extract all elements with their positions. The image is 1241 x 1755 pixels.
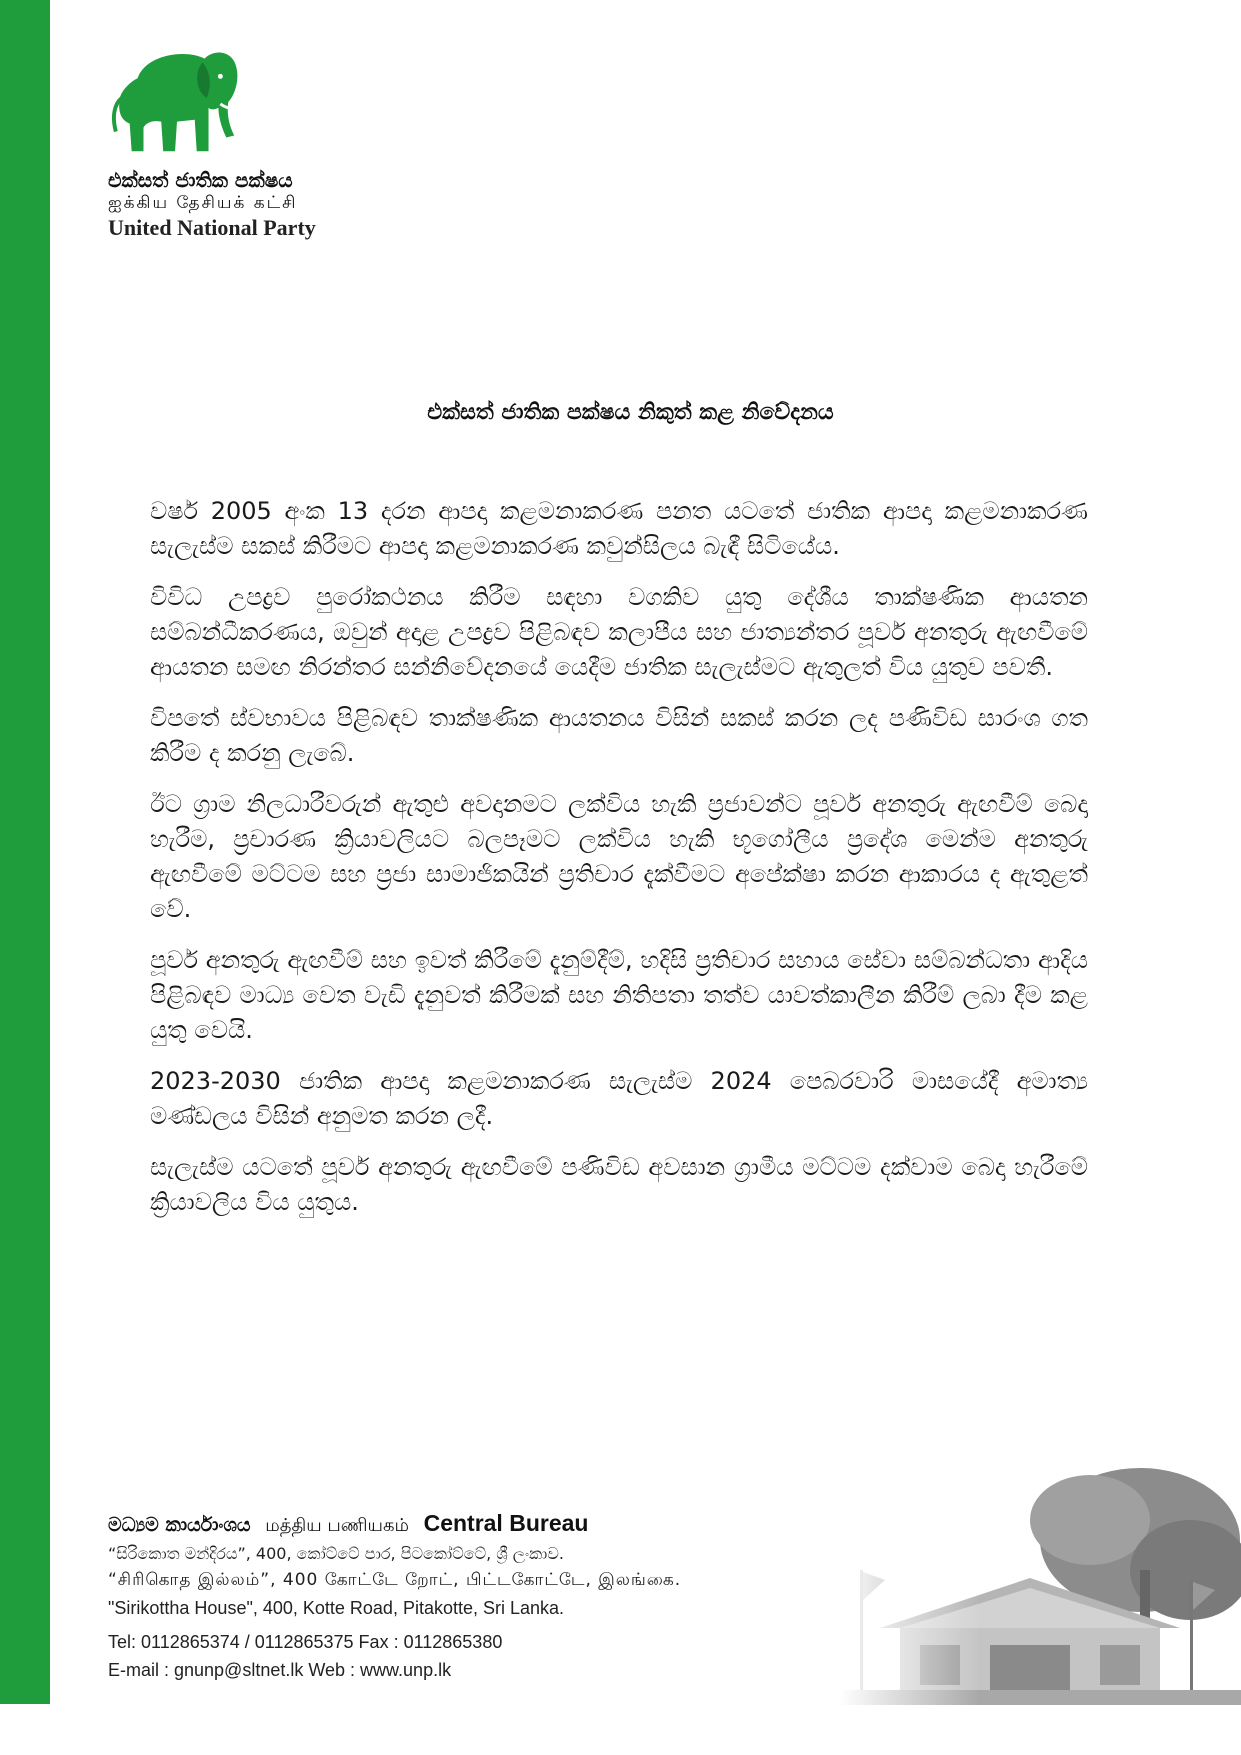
headquarters-building-photo (840, 1460, 1241, 1705)
brand-sidebar-stripe (0, 0, 50, 1704)
bureau-english: Central Bureau (423, 1510, 589, 1536)
paragraph: වර්ෂ 2005 අංක 13 දරන ආපදා කළමනාකරණ පනත යටතේ ජාතික ආපදා කළමනාකරණ සැලැස්ම සකස් කිරීමට ආපදා කළමනාකරණ කවුන්සිලය බැඳී සිටියේය. (150, 497, 1088, 560)
party-name-sinhala: එක්සත් ජාතික පක්ෂය (108, 168, 293, 192)
party-letterhead (108, 40, 368, 242)
paragraph: පූර්ව අනතුරු ඇඟවීම් සහ ඉවත් කිරීමේ දැනුම්දීම්, හදිසි ප්‍රතිචාර සහාය සේවා සම්බන්ධතා ආදිය පිළිබඳව මාධ්‍ය වෙත වැඩි දැනුවත් කිරීමක් සහ නිතිපතා තත්ව යාවත්කාලීන කිරීම් ලබා දීම කළ යුතු වෙයි. (150, 946, 1088, 1044)
paragraph: 2023-2030 ජාතික ආපදා කළමනාකරණ සැලැස්ම 2024 පෙබරවාරි මාසයේදී අමාත්‍ය මණ්ඩලය විසින් අනුමත කරන ලදී. (150, 1067, 1088, 1130)
email-web: E-mail : gnunp@sltnet.lk Web : www.unp.lk (108, 1660, 452, 1681)
elephant-logo-icon (108, 40, 246, 158)
document-body (150, 494, 1088, 1236)
address-tamil: “சிரிகொத இல்லம்”, 400 கோட்டே றோட், பிட்டகோட்டே, இலங்கை. (108, 1569, 682, 1590)
central-bureau-heading (108, 1508, 868, 1539)
paragraph: විවිධ උපද්‍රව පුරෝකථනය කිරීම සඳහා වගකිව යුතු දේශීය තාක්ෂණික ආයතන සම්බන්ධීකරණය, ඔවුන් අදාළ උපද්‍රව පිළිබඳව කලාපීය සහ ජාත්‍යන්තර පූර්ව අනතුරු ඇඟවීමේ ආයතන සමඟ නිරන්තර සන්නිවේදනයේ යෙදීම ජාතික සැලැස්මට ඇතුලත් විය යුතුව පවතී. (150, 583, 1088, 681)
party-name-tamil: ஐக்கிய தேசியக் கட்சி (108, 193, 298, 213)
party-name-english: United National Party (108, 215, 316, 241)
paragraph: ඊට ග්‍රාම නිලධාරීවරුන් ඇතුළු අවදානමට ලක්විය හැකි ප්‍රජාවන්ට පූර්ව අනතුරු ඇඟවීම් බෙදා හැරීම, ප්‍රචාරණ ක්‍රියාවලියට බලපෑමට ලක්විය හැකි භූගෝලීය ප්‍රදේශ මෙන්ම අනතුරු ඇඟවීමේ මට්ටම සහ ප්‍රජා සාමාජිකයින් ප්‍රතිචාර දැක්වීමට අපේක්ෂා කරන ආකාරය ද ඇතුළත් වේ. (150, 790, 1088, 923)
paragraph: සැලැස්ම යටතේ පූර්ව අනතුරු ඇඟවීමේ පණිවිඩ අවසාන ග්‍රාමීය මට්ටම දක්වාම බෙදා හැරීමේ ක්‍රියාවලිය විය යුතුය. (150, 1153, 1088, 1216)
paragraph: විපතේ ස්වභාවය පිළිබඳව තාක්ෂණික ආයතනය විසින් සකස් කරන ලද පණිවිඩ සාරංශ ගත කිරීම ද කරනු ලැබේ. (150, 704, 1088, 767)
document-title: එක්සත් ජාතික පක්ෂය නිකුත් කළ නිවේදනය (427, 400, 834, 425)
bureau-tamil: மத்திய பணியகம் (265, 1515, 409, 1536)
letterhead-footer (108, 1508, 868, 1682)
phone-fax: Tel: 0112865374 / 0112865375 Fax : 0112865380 (108, 1631, 503, 1652)
address-sinhala: “සිරිකොත මන්දිරය”, 400, කෝට්ටේ පාර, පිටකෝට්ටේ, ශ්‍රී ලංකාව. (108, 1544, 564, 1564)
bureau-sinhala: මධ්‍යම කාර්යාංශය (108, 1514, 251, 1536)
address-english: "Sirikottha House", 400, Kotte Road, Pitakotte, Sri Lanka. (108, 1597, 565, 1618)
